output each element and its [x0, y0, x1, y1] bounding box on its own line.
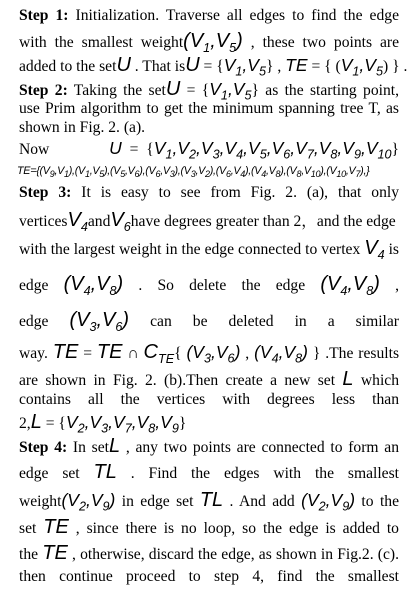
- step2-label: Step 2:: [19, 82, 68, 99]
- step3-line-5: edge $(V_3,V_6)$ can be deleted in a similar: [19, 309, 399, 334]
- step2-line-2: use Prim algorithm to get the minimum spanning tree T, as: [19, 100, 399, 117]
- step1-line-3: added to the setU . That isU = $\{V_1,V_5\}$ , TE = { $(V_1,V_5)$ } .: [19, 54, 408, 79]
- step3-line-9: $2,L = \{V_2,V_3,V_7,V_8,V_9\}$: [19, 411, 187, 436]
- step2-line-1: Step 2: Taking the setU = $\{V_1,V_5\}$ as the starting point,: [19, 78, 399, 103]
- step3-line-3: with the largest weight in the edge connected to vertex $V_4$ is: [19, 237, 399, 262]
- step1-line-1: Step 1: Initialization. Traverse all edges to find the edge: [19, 7, 399, 24]
- step3-line-2: verticesV$_4$andV$_6$have degrees greater than 2，and the edge: [19, 209, 396, 234]
- step4-label: Step 4:: [19, 439, 68, 456]
- step4-line-1: Step 4: In setL , any two points are connected to form an: [19, 435, 399, 457]
- step1-line-2: with the smallest $weight(V_1,V_5)$ , these two points are: [19, 30, 399, 55]
- step4-line-2: edge set TL . Find the edges with the smallest: [19, 461, 399, 483]
- step4-line-5: the TE , otherwise, discard the edge, as shown in Fig.2. (c).: [19, 542, 399, 564]
- step3-label: Step 3:: [19, 184, 72, 201]
- step1-label: Step 1:: [19, 7, 69, 24]
- step2-line-4: Now $U = \{V_1,V_2,V_3,V_4,V_5,V_6,V_7,V_8,V_9,V_{10}\}$: [19, 138, 400, 162]
- step3-line-7: are shown in Fig. 2. (b).Then create a new set L which: [19, 368, 399, 390]
- step3-line-8: contains all the vertices with degrees less than: [19, 391, 399, 408]
- step3-line-1: Step 3: It is easy to see from Fig. 2. (a), that only: [19, 184, 399, 201]
- step2-line-5: $TE=\{(V_9,V_1),(V_1,V_5),(V_5,V_6),(V_6,V_3),(V_3,V_2),(V_6,V_4),(V_4,V_8),(V_8,V_{10}),(V_{10},V_7),\}$: [17, 165, 370, 180]
- step2-line-3: shown in Fig. 2. (a).: [19, 119, 146, 136]
- step4-line-6: then continue proceed to step 4, find the smallest: [19, 568, 399, 585]
- step4-line-4: set TE , since there is no loop, so the edge is added to: [19, 516, 399, 538]
- step4-line-3: $weight(V_2,V_9)$ in edge set TL . And add $(V_2,V_9)$ to the: [19, 489, 399, 514]
- step3-line-4: edge $(V_4,V_8)$ . So delete the edge $(V_4,V_8)$ ,: [19, 273, 399, 298]
- step3-line-6: way. TE = TE ∩ $C_{TE}${ $(V_3,V_6)$ , $(V_4,V_8)$ } .The results: [19, 341, 400, 366]
